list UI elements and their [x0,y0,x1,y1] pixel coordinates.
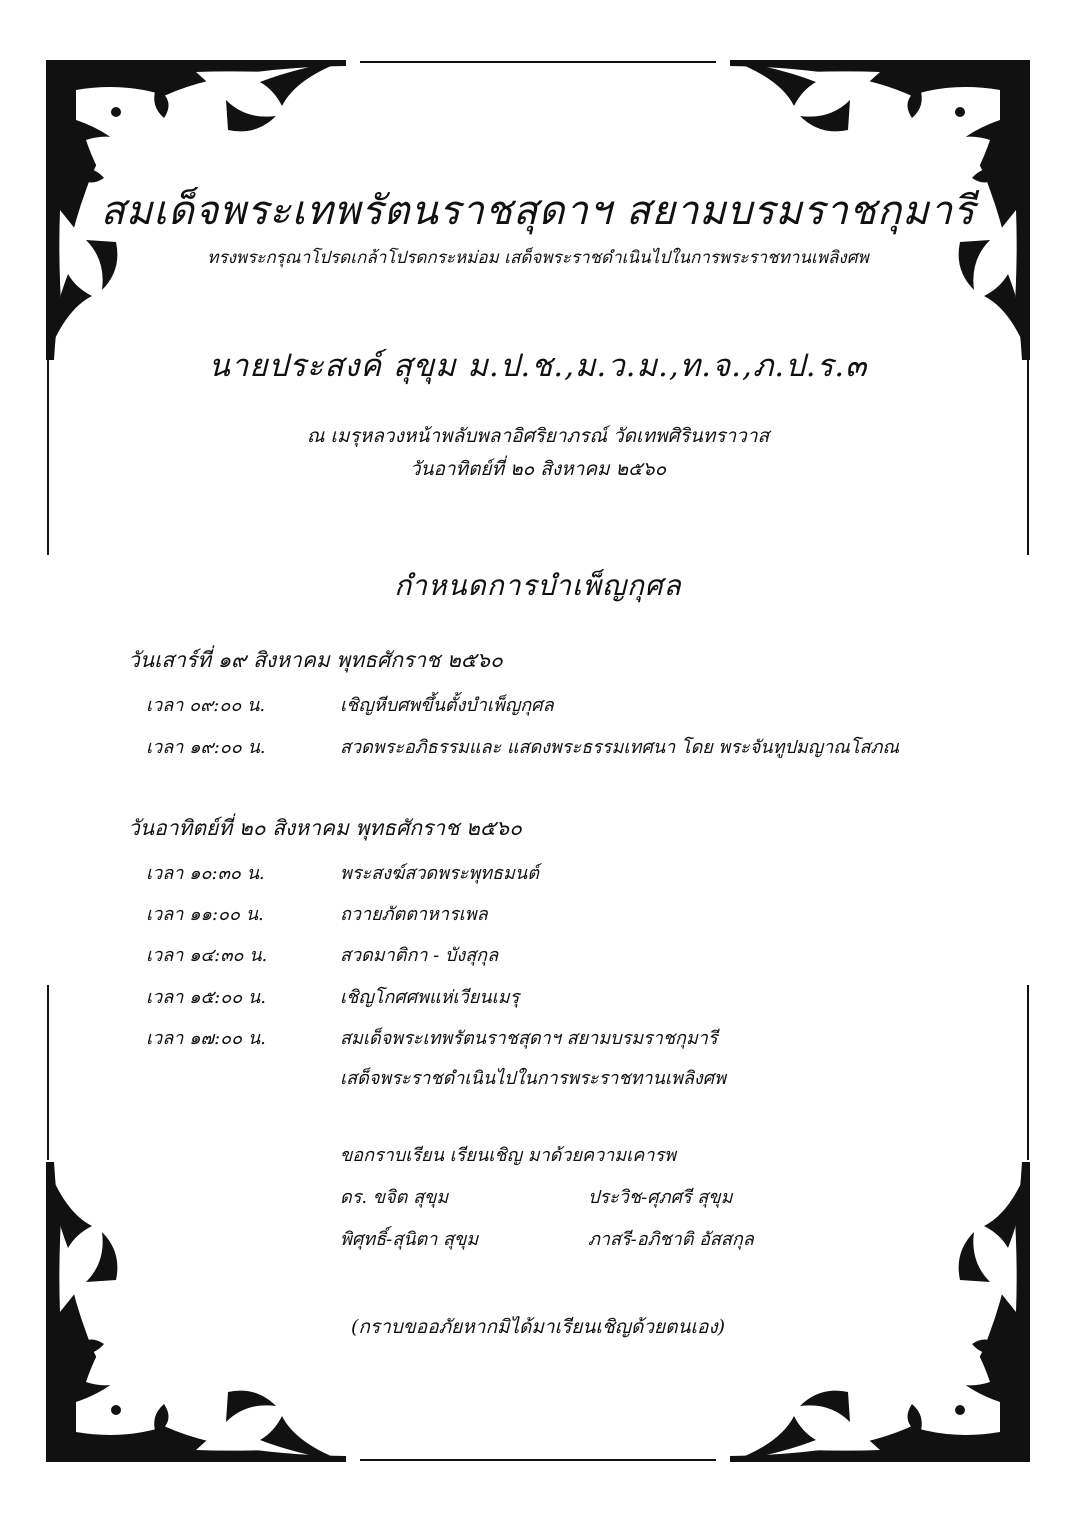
day2-heading: วันอาทิตย์ที่ ๒๐ สิงหาคม พุทธศักราช ๒๕๖๐ [128,816,522,840]
host-name: พิศุทธิ์-สุนิตา สุขุม [340,1229,479,1250]
schedule-desc: พระสงฆ์สวดพระพุทธมนต์ [340,863,539,884]
schedule-time: เวลา ๑๑:๐๐ น. [146,904,264,925]
host-name: ดร. ขจิต สุขุม [340,1187,449,1208]
schedule-desc: สวดพระอภิธรรมและ แสดงพระธรรมเทศนา โดย พระจันทูปมญาณโสภณ [340,737,900,758]
host-name: ประวิช-ศุภศรี สุขุม [588,1187,733,1208]
royal-subtitle: ทรงพระกรุณาโปรดเกล้าโปรดกระหม่อม เสด็จพระราชดำเนินไปในการพระราชทานเพลิงศพ [207,248,869,268]
invitation-text: ขอกราบเรียน เรียนเชิญ มาด้วยความเคารพ [340,1145,676,1166]
day1-heading: วันเสาร์ที่ ๑๙ สิงหาคม พุทธศักราช ๒๕๖๐ [128,648,503,672]
deceased-name: นายประสงค์ สุขุม ม.ป.ช.,ม.ว.ม.,ท.จ.,ภ.ป.ร.๓ [208,348,868,384]
apology-note: (กราบขออภัยหากมิได้มาเรียนเชิญด้วยตนเอง) [350,1316,726,1338]
schedule-desc: สวดมาติกา - บังสุกุล [340,945,499,966]
schedule-time: เวลา ๑๐:๓๐ น. [146,863,265,884]
schedule-time: เวลา ๐๙:๐๐ น. [146,695,266,716]
schedule-time: เวลา ๑๕:๐๐ น. [146,987,266,1008]
schedule-time: เวลา ๑๗:๐๐ น. [146,1028,266,1049]
schedule-time: เวลา ๑๙:๐๐ น. [146,737,266,758]
schedule-time: เวลา ๑๔:๓๐ น. [146,945,268,966]
schedule-desc: เสด็จพระราชดำเนินไปในการพระราชทานเพลิงศพ [340,1068,726,1089]
host-name: ภาสรี-อภิชาติ อัสสกุล [588,1229,754,1250]
ceremony-date: วันอาทิตย์ที่ ๒๐ สิงหาคม ๒๕๖๐ [409,458,667,480]
schedule-desc: สมเด็จพระเทพรัตนราชสุดาฯ สยามบรมราชกุมารี [340,1028,718,1049]
schedule-desc: เชิญหีบศพขึ้นตั้งบำเพ็ญกุศล [340,695,554,716]
schedule-desc: เชิญโกศศพแห่เวียนเมรุ [340,987,520,1008]
schedule-desc: ถวายภัตตาหารเพล [340,904,488,925]
schedule-title: กำหนดการบำเพ็ญกุศล [394,569,682,602]
royal-title: สมเด็จพระเทพรัตนราชสุดาฯ สยามบรมราชกุมารี [100,188,976,234]
venue: ณ เมรุหลวงหน้าพลับพลาอิศริยาภรณ์ วัดเทพศิรินทราวาส [306,425,770,447]
